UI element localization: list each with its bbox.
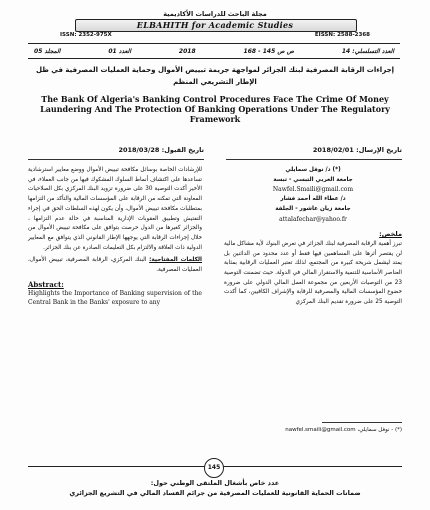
issue: العدد 01: [108, 47, 132, 55]
issn: ISSN: 2352-975X: [60, 32, 112, 38]
conference-footer: [60, 478, 370, 498]
journal-title-arabic: مجلة الباحث للدراسات الأكاديمية: [163, 10, 267, 18]
abstract-english-heading: Abstract:: [28, 279, 64, 289]
journal-title-english: ELBAHITH for Academic Studies: [136, 20, 294, 30]
abstract-arabic-heading: ملخص:: [379, 230, 402, 239]
left-column: [28, 166, 202, 307]
author-1-email: Nawfel.Smaili@gmail.com: [272, 186, 354, 194]
pages: ص ص 145 - 168: [243, 47, 294, 55]
author-1-affiliation: جامعة العربي التبسي - تبسة: [273, 176, 353, 183]
footer-line-2: ضمانات الحماية القانونية للعمليات المصرفية من جرائم الفساد المالي في التشريع الجزائري: [69, 489, 361, 497]
year: 2018: [178, 47, 196, 55]
abstract-arabic-part2: للإرشادات الخاصة بوسائل مكافحة تبييض الأموال ووضع معايير استرشادية تساعدها على اكتشاف أنماط السلوك المشكوك فيها من جانب العملاء، في الأخير أكدت التوصية 30 على ضرورة تزويد البنك المركزي بكل الصلاحيات المعاونة التي تمكنه من الرقابة على المؤسسات المالية والتأكد من التزامها بمتطلبات مكافحة تبييض الأموال، وأن يكون لهذه السلطات الحق في إجراء التفتيش وتطبيق العقوبات الإدارية المناسبة في حالة عدم التزامها ، والجزائر كغيرها من الدول حرصت بتوافق على مكافحة تبييض الأموال من خلال إجراءات الرقابة التي يوجهها الإطار القانوني الذي يتوافق مع المعايير الدولية ذات العلاقة والالتزام بكل التعليمات الصادرة عن بنك الجزائر.: [28, 167, 203, 251]
author-2-affiliation: جامعة زيان عاشور - الجلفة: [275, 205, 351, 212]
page-number: 145: [204, 458, 224, 478]
keywords-heading: الكلمات المفتاحية:: [149, 257, 202, 264]
footer-line-1: عدد خاص بأشغال الملتقى الوطني حول:: [150, 479, 280, 487]
right-column: [224, 166, 402, 308]
abstract-english: Highlights the Importance of Banking supervision of the Central Bank in the Banks' exposure to any: [28, 290, 202, 307]
footnote: (*) - نوفل سمايلي، nawfel.smaili@gmail.com: [285, 427, 402, 433]
abstract-arabic-part1: تبرز أهمية الرقابة المصرفية لبنك الجزائر في تعرض البنوك لأية مشاكل مالية لن يقتصر أثرها على المساهمين فيها فقط أو عدد محدود من الدائنين بل يمتد ليشمل شريحة كبيرة من المجتمع، لذلك تعتبر العمليات الرقابية بمثابة العناصر الأساسية للتنمية والاستقرار المالي في الدولة. حيث تضمنت التوصية 23 من التوصيات الأربعين من مجموعة العمل المالي الدولي على ضرورة خضوع المؤسسات المالية والمصرفية للرقابة والإشراف الكافيين، كما أكدت التوصية 25 على ضرورة تقديم البنك المركزي: [224, 240, 402, 306]
accepted-date: تاريخ القبول: 2018/03/28: [28, 146, 204, 160]
article-title-english: The Bank Of Algeria's Banking Control Procedures Face The Crime Of Money Laundering And The Protection Of Banking Operations Under The Regulatory Framework: [40, 94, 390, 124]
eissn: EISSN: 2588-2368: [314, 32, 370, 38]
serial-number: العدد التسلسلي: 14: [341, 47, 394, 55]
article-title-arabic: إجراءات الرقابة المصرفية لبنك الجزائر لمواجهة جريمة تبييض الأموال وحماية العمليات المصرفية في ظل الإطار التشريعي المنظم: [35, 66, 395, 86]
volume: المجلد 05: [34, 47, 61, 55]
keywords: البنك المركزي، الرقابة المصرفية، تبييض الأموال، العمليات المصرفية.: [28, 257, 202, 274]
author-1-name: (*) د/ نوفل سمايلي: [285, 167, 341, 173]
issue-info-bar: [28, 43, 400, 59]
footnote-rule: [322, 422, 402, 423]
author-2-email: attalafechar@yahoo.fr: [279, 215, 347, 223]
received-date: تاريخ الإرسال: 2018/02/01: [226, 146, 402, 160]
author-2-name: د/ عطاء الله أحمد فشار: [280, 196, 346, 203]
